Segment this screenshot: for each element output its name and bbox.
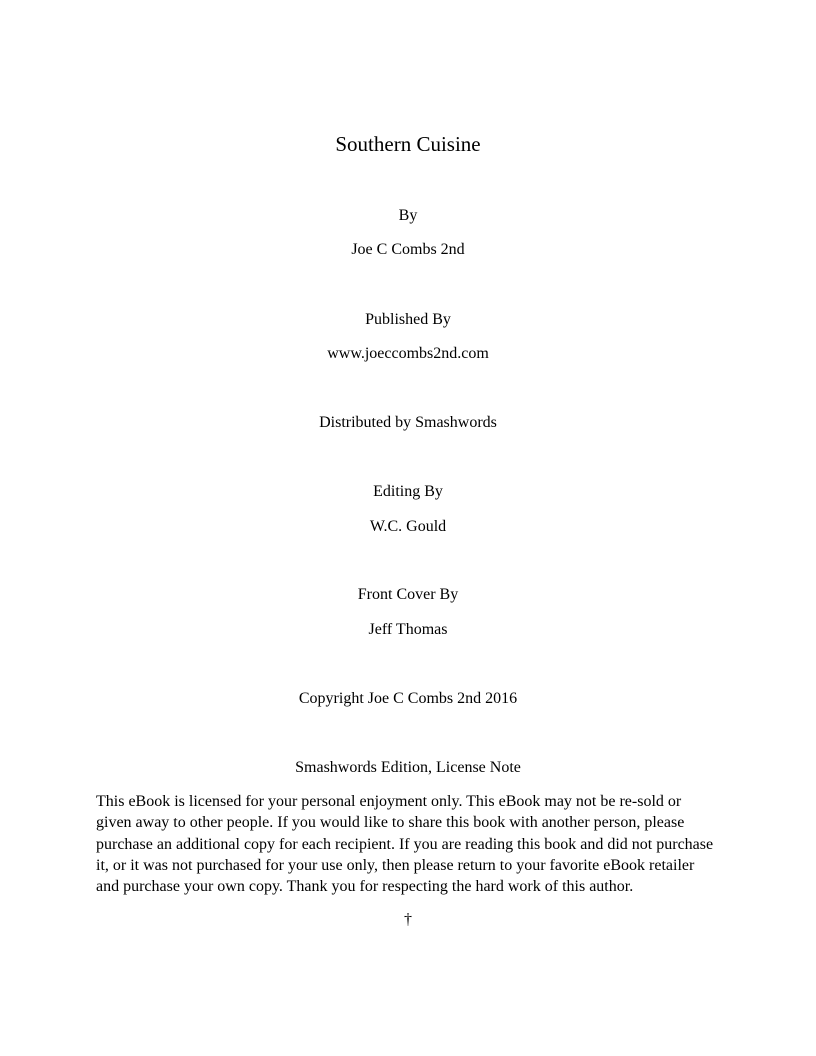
copyright-line: Copyright Joe C Combs 2nd 2016 bbox=[298, 690, 518, 707]
license-heading: Smashwords Edition, License Note bbox=[295, 759, 521, 776]
cover-artist: Jeff Thomas bbox=[368, 621, 448, 638]
license-paragraph bbox=[96, 791, 736, 897]
dagger-ornament: † bbox=[404, 911, 412, 928]
license-line: and purchase your own copy. Thank you for respecting the hard work of this author. bbox=[96, 878, 634, 896]
author-name: Joe C Combs 2nd bbox=[351, 241, 465, 258]
license-line: given away to other people. If you would like to share this book with another person, please bbox=[96, 814, 685, 832]
license-line: This eBook is licensed for your personal enjoyment only. This eBook may not be re-sold or bbox=[96, 793, 682, 810]
cover-label: Front Cover By bbox=[357, 586, 459, 603]
license-line: purchase an additional copy for each recipient. If you are reading this book and did not purchase bbox=[96, 835, 714, 853]
editor-name: W.C. Gould bbox=[369, 518, 447, 535]
published-label: Published By bbox=[365, 311, 451, 328]
by-label: By bbox=[398, 207, 418, 224]
distributor-line: Distributed by Smashwords bbox=[319, 414, 497, 431]
license-line: it, or it was not purchased for your use only, then please return to your favorite eBook retailer bbox=[96, 856, 695, 874]
editing-label: Editing By bbox=[373, 483, 443, 500]
publisher-url: www.joeccombs2nd.com bbox=[327, 345, 489, 362]
book-title: Southern Cuisine bbox=[335, 132, 481, 156]
